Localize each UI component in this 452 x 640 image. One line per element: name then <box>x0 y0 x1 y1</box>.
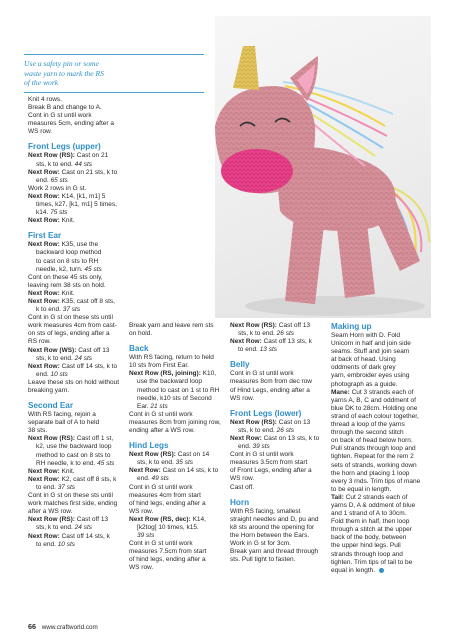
text-line: at back of head. Using <box>331 356 396 364</box>
text-line: to end. 13 sts <box>238 346 278 354</box>
text-line: sts, k to end. 44 sts <box>36 160 93 168</box>
text-line: With RS facing, smallest <box>230 507 301 515</box>
text-line: end. 39 sts <box>238 443 270 451</box>
text-line: Break B and change to A. <box>28 104 102 112</box>
text-line: Leave these sts on hold without <box>28 378 120 386</box>
text-line: end. 10 sts <box>36 370 68 378</box>
text-line: Next Row (RS, dec): K14, <box>129 515 206 523</box>
text-line: through a stitch at the upper <box>331 526 412 534</box>
text-line: times, k27, [k1, m1] 5 times, <box>36 201 117 209</box>
text-line: every 3 rnds. Trim tips of mane <box>331 477 421 485</box>
text-line: tighten. Trim tips of tail to be <box>331 558 413 566</box>
text-line: Cont in G st until work <box>129 540 193 548</box>
text-line: the horn and placing 1 loop <box>331 469 410 477</box>
section-heading: Hind Legs <box>129 441 169 451</box>
text-line: yarns A, B, C and oddment of <box>331 396 416 404</box>
text-line: end. 49 sts <box>137 475 169 483</box>
text-line: Next Row (RS): Cast on 14 <box>129 451 210 459</box>
text-line: WS row. <box>129 564 154 572</box>
text-line: separate ball of A to held <box>28 419 100 427</box>
text-line: 10 sts from First Ear. <box>129 362 189 370</box>
text-line: Next Row: K35, use the <box>28 241 99 249</box>
text-line: k to end. 37 sts <box>36 306 81 314</box>
section-heading: Making up <box>331 322 372 331</box>
text-line: Cont in G st until work <box>230 370 294 378</box>
text-line: Cont in G st on these sts until <box>28 492 113 500</box>
text-line: on back of head below horn. <box>331 437 413 445</box>
text-line: Next Row: K14, [k1, m1] 5 <box>28 192 106 200</box>
text-line: measures 3.5cm from start <box>230 459 308 467</box>
text-line: to end. 10 sts <box>36 540 76 548</box>
text-line: Unicorn in half and join side <box>331 340 411 348</box>
text-line: sts. Pull tight to fasten. <box>230 556 296 564</box>
text-line: Next Row: Knit. <box>28 467 75 475</box>
tip-box <box>24 54 204 93</box>
text-line: sts, k to end. 26 sts <box>238 330 295 338</box>
text-line: Cast off. <box>230 483 255 491</box>
text-line: RH needle, k to end. 45 sts <box>36 459 115 467</box>
text-line: seams. Stuff and join seam <box>331 348 410 356</box>
text-line: Tail: Cut 2 strands each of <box>331 493 408 501</box>
text-line: k8 sts around the opening for <box>230 523 315 531</box>
text-line: WS row. <box>230 394 255 402</box>
text-line: oddments of dark grey <box>331 364 396 372</box>
text-line: to end. 37 sts <box>36 483 76 491</box>
text-line: breaking yarn. <box>28 387 70 394</box>
text-line: sts, k to end. 35 sts <box>137 459 194 467</box>
text-line: yarn, embroider eyes using <box>331 372 410 380</box>
text-line: yarns D, A & oddment of blue <box>331 501 416 509</box>
text-line: 39 sts <box>137 532 155 540</box>
text-line: Cont on these 45 sts only, <box>28 273 103 281</box>
text-line: equal in length. <box>331 567 435 575</box>
text-line: strands through loop and <box>331 550 403 558</box>
text-line: on hold. <box>129 330 153 338</box>
text-line: Fold them in half, then loop <box>331 518 410 526</box>
text-line: Work in G st for 3cm. <box>230 539 291 547</box>
text-line: the Horn between the Ears. <box>230 531 310 539</box>
text-line: sts, k to end. 26 sts <box>238 426 295 434</box>
tip-line: waste yarn to mark the RS <box>24 68 104 78</box>
text-line: Next Row: K2, cast off 8 sts, k <box>28 475 117 483</box>
text-line: Pull strands through loop and <box>331 445 416 453</box>
text-line: to cast on 8 sts to RH <box>36 257 99 265</box>
text-line: Next Row: Knit. <box>28 289 75 297</box>
text-line: WS row. <box>129 507 154 515</box>
text-line: Break yarn and thread through <box>230 548 319 556</box>
text-line: Next Row (RS): Cast off 13 <box>28 516 109 524</box>
text-line: Next Row (RS): Cast on 21 <box>28 152 109 160</box>
text-line: Cont in G st until work <box>129 410 193 418</box>
text-line: Cont in G st until work <box>230 451 294 459</box>
section-heading: First Ear <box>28 231 62 241</box>
text-line: measures 7.5cm from start <box>129 548 207 556</box>
text-line: Next Row: Cast on 13 sts, k to <box>230 434 320 442</box>
section-heading: Horn <box>230 497 250 507</box>
text-line: method to cast on 8 sts to <box>36 451 111 459</box>
text-line: to be equal in length. <box>331 485 392 493</box>
text-line: of hind legs, ending after a <box>129 556 206 564</box>
text-line: measures 8cm from dec row <box>230 378 312 386</box>
text-line: method to cast on 1 st to RH <box>137 386 220 394</box>
text-line: Next Row (RS, joining): K10, <box>129 370 217 378</box>
text-line: needle, k10 sts of Second <box>137 394 212 402</box>
text-line: of Hind Legs, ending after a <box>230 386 310 394</box>
footer-url: www.craftworld.com <box>41 624 98 631</box>
text-line: Next Row: Cast off 14 sts, k to <box>28 362 118 370</box>
text-line: With RS facing, rejoin a <box>28 411 96 419</box>
text-line: 38 sts. <box>28 427 48 435</box>
text-line: measures 8cm from joining row, <box>129 418 221 426</box>
text-line: leaving rem 38 sts on hold. <box>28 281 106 289</box>
section-heading: Belly <box>230 360 250 370</box>
text-line: Next Row: Cast on 21 sts, k to <box>28 168 118 176</box>
end-mark-icon <box>379 568 384 573</box>
text-line: With RS facing, return to held <box>129 354 214 362</box>
text-line: end. 65 sts <box>36 176 68 184</box>
text-line: back of the body, between <box>331 534 407 542</box>
text-line: backward loop method <box>36 249 102 257</box>
column-4 <box>331 322 435 575</box>
text-line: straight needles and D, pu and <box>230 515 319 523</box>
section-heading: Front Legs (lower) <box>230 408 302 418</box>
muzzle <box>221 149 293 193</box>
text-line: needle, k2, turn. 45 sts <box>36 265 102 273</box>
text-line: Mane: Cut 3 strands each of <box>331 388 414 396</box>
text-line: Ear. 21 sts <box>137 402 168 410</box>
text-line: Cont in G st until work <box>129 483 193 491</box>
text-line: Cont in G st on these sts until <box>28 314 113 322</box>
text-line: work matches first side, ending <box>28 500 118 508</box>
horn <box>233 46 259 90</box>
text-line: through the second stitch <box>331 429 404 437</box>
text-line: and 1 strand of A to 30cm. <box>331 510 407 518</box>
text-line: measures 4cm from start <box>129 491 201 499</box>
tip-line: Use a safety pin or some <box>24 59 99 68</box>
section-heading: Second Ear <box>28 401 74 411</box>
text-line: WS row. <box>230 475 255 483</box>
text-line: Knit 4 rows. <box>28 96 62 103</box>
text-line: k14. 75 sts <box>36 209 68 217</box>
page-footer <box>28 622 98 631</box>
page-number: 66 <box>28 622 36 631</box>
column-3 <box>230 322 330 564</box>
text-line: Next Row (RS): Cast on 13 <box>230 418 311 426</box>
text-line: Break yarn and leave rem sts <box>129 322 214 329</box>
text-line: WS row. <box>28 128 53 136</box>
text-line: work measures 4cm from cast- <box>28 322 117 330</box>
unicorn-photo <box>215 16 431 318</box>
section-heading: Front Legs (upper) <box>28 142 101 152</box>
text-line: [k2tog] 10 times, k15. <box>137 523 199 531</box>
text-line: of hind legs, ending after a <box>129 499 206 507</box>
text-line: after a WS row. <box>28 508 73 516</box>
text-line: the upper hind legs. Pull <box>331 542 401 550</box>
text-line: thread a loop of the yarns <box>331 421 405 429</box>
text-line: strand of each colour together, <box>331 412 419 420</box>
section-heading: Back <box>129 344 149 354</box>
text-line: sts, k to end. 24 sts <box>36 354 93 362</box>
text-line: blue DK to 28cm. Holding one <box>331 404 418 412</box>
text-line: ending after a WS row. <box>129 427 195 435</box>
text-line: Next Row: Cast on 14 sts, k to <box>129 467 219 475</box>
text-line: measures 5cm, ending after a <box>28 120 114 128</box>
text-line: sts, k to end. 24 sts <box>36 524 93 532</box>
text-line: Next Row (RS): Cast off 1 st, <box>28 435 114 443</box>
shadow <box>245 296 425 316</box>
text-line: Next Row: K35, cast off 8 sts, <box>28 297 115 305</box>
text-line: RS row. <box>28 338 51 346</box>
text-line: tighten. Repeat for the rem 2 <box>331 453 414 461</box>
text-line: Next Row: Knit. <box>28 217 75 225</box>
text-line: Next Row: Cast off 13 sts, k <box>230 338 312 346</box>
text-line: k2, use the backward loop <box>36 443 112 451</box>
text-line: Next Row: Cast off 14 sts, k <box>28 532 110 540</box>
text-line: Work 2 rows in G st. <box>28 184 87 192</box>
text-line: Seam Horn with D. Fold <box>331 332 400 339</box>
text-line: use the backward loop <box>137 378 203 386</box>
text-line: photograph as a guide. <box>331 380 398 388</box>
text-line: of Front Legs, ending after a <box>230 467 312 475</box>
text-line: Cont in G st until work <box>28 112 92 120</box>
tip-line: of the work <box>24 78 59 88</box>
column-2 <box>129 322 225 573</box>
unicorn-illustration <box>215 16 431 318</box>
text-line: Next Row (RS): Cast off 13 <box>230 322 311 329</box>
text-line: sets of strands, working down <box>331 461 417 469</box>
text-line: on sts of legs, ending after a <box>28 330 110 338</box>
text-line: Next Row (WS): Cast off 13 <box>28 346 110 354</box>
